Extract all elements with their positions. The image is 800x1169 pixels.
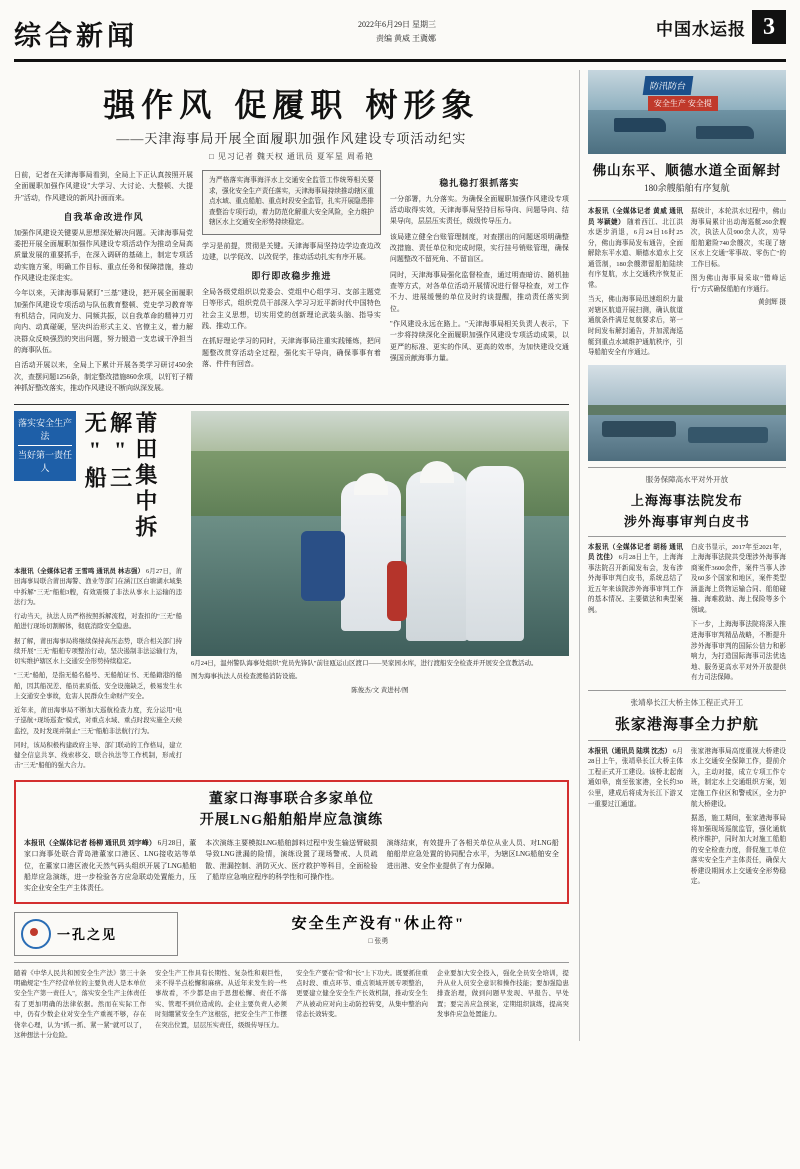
page-layout <box>14 70 786 1041</box>
para: 6月28日上午，上海海事法院召开新闻发布会，发布涉外海事审判白皮书，系统总结了近五年来该院涉外海事审判工作的基本情况、主要做法和典型案例。 <box>587 554 683 614</box>
para: 本次演练主要模拟LNG船舶卸料过程中发生输送臂破损导致LNG泄漏的险情，演练设置了现场警戒、人员疏散、泄漏控制、消防灭火、医疗救护等科目，全面检验了船岸应急响应程序的科学性和可操作性。 <box>205 839 378 882</box>
lead-col-1 <box>14 170 193 394</box>
flood-banner-text: 防汛防台 <box>649 81 687 91</box>
para: 下一步，上海海事法院将深入推进海事审判精品战略，不断提升涉外海事审判的国际公信力和影响力，为打造国际海事司法优选地、服务更高水平对外开放提供有力司法保障。 <box>690 621 786 682</box>
divider <box>14 962 569 963</box>
para: 行动当天，执法人员严格按照拆解流程，对查扣的"三无"船舶进行现场切割解体，彻底消除安全隐患。 <box>14 613 182 631</box>
para: 演练结束，有效提升了各相关单位从业人员、对LNG船舶船岸应急处置的协同配合水平，为辖区LNG船舶安全进出港、安全作业提供了有力保障。 <box>386 839 559 870</box>
court-kicker: 服务保障高水平对外开放 <box>645 474 729 484</box>
lead-sub-2: 即行即改稳步推进 <box>251 271 332 282</box>
lng-byline: 本报讯（全媒体记者 杨柳 通讯员 刘宇峰） <box>24 839 156 848</box>
barge-icon <box>688 427 768 443</box>
lead-headline: 强作风 促履职 树形象 <box>103 86 480 124</box>
para: 随着西江、北江洪水逐步消退，6月24日16时25分，佛山海事局发布通告，全面解除东平水道、顺德水道水上交通管制，180余艘滞留船舶陆续有序复航，水上交通秩序恢复正常。 <box>587 218 683 289</box>
commentary-author: □ 张勇 <box>368 936 389 945</box>
commentary-title: 安全生产没有"休止符" <box>291 915 466 932</box>
para: 安全生产工作具有长期性、复杂性和艰巨性，来不得半点松懈和麻痹。从近年来发生的一些事故看，不少都是由于思想松懈、责任不落实、管理不到位造成的。企业主要负责人必须时刻绷紧安全生产这根弦，把安全生产工作摆在突出位置，层层压实责任，级级传导压力。 <box>154 969 287 1029</box>
bridge-col-2 <box>691 747 786 888</box>
lead-sub-3: 稳扎稳打狠抓落实 <box>439 178 520 188</box>
para: 企业要加大安全投入，强化全员安全培训，提升从业人员安全意识和操作技能；要加强隐患排查治理，做到问题早发现、早报告、早处置；要完善应急预案，定期组织演练，提高突发事件应急处置能力。 <box>436 969 569 1019</box>
vessel-icon <box>614 118 666 132</box>
para: 自活动开展以来，全局上下累计开展各类学习研讨450余次，查摆问题1256条，制定整改措施860余项，以钉钉子精神抓好整改落实，推动作风建设不断向纵深发展。 <box>14 361 193 392</box>
para: 6月28日上午，张靖皋长江大桥主体工程正式开工建设。该桥北起南通如皋，南至张家港，全长约30公里，建成后将成为长江下游又一重要过江通道。 <box>587 747 683 808</box>
mid-photo-block <box>191 411 569 772</box>
court-headline-1: 上海海事法院发布 <box>630 492 743 508</box>
flood-photo <box>588 70 786 154</box>
para: 日前，记者在天津海事局看到，全局上下正认真按照开展全面履职加强作风建设"大学习、大讨论、大整顿、大提升"活动，作风建设的新风扑面而来。 <box>14 171 193 202</box>
para: 据悉，施工期间，张家港海事局将加强现场巡航监管，强化通航秩序维护，同时加大对施工船舶的安全检查力度，督促施工单位落实安全生产主体责任，确保大桥建设期间水上交通安全形势稳定。 <box>690 815 786 886</box>
photo-river <box>588 110 786 154</box>
bridge-byline: 本报讯（通讯员 陆琪 沈杰） <box>587 747 672 755</box>
paper-name: 中国水运报 <box>656 19 746 39</box>
para: 当天，佛山海事局迅速组织力量对辖区航道开展扫测，确认航道通航条件满足复航要求后，第一时间发布解封通告，并加派海巡艇到重点水域维护通航秩序，引导船舶安全有序通过。 <box>587 296 683 357</box>
harbor-photo <box>588 365 786 461</box>
masthead <box>14 10 786 62</box>
inspection-photo <box>191 411 569 656</box>
divider <box>588 740 786 741</box>
commentary-body <box>14 969 569 1042</box>
foshan-byline: 本报讯（全媒体记者 黄威 通讯员 岑颖婕） <box>587 208 683 226</box>
para: 加强作风建设关键要从思想深处解决问题。天津海事局党委把开展全面履职加强作风建设专项活动作为推动全局高质量发展的重要抓手，在深入调研的基础上，制定专项活动实施方案，明确工作目标、重点任务和保障措施，推动作风建设走深走实。 <box>14 228 193 282</box>
para: 一分部署，九分落实。为确保全面履职加强作风建设专项活动取得实效，天津海事局坚持目标导向、问题导向、结果导向，层层压实责任，级级传导压力。 <box>389 194 569 226</box>
editors: 责编 黄威 王冀娜 <box>376 33 436 43</box>
safety-banner <box>648 96 718 111</box>
lng-body <box>24 838 559 895</box>
officer-figure-2 <box>406 471 468 641</box>
para: 据了解，莆田海事局将继续保持高压态势，联合相关部门持续开展"三无"船舶专项整治行动，坚决遏制非法运输行为，切实维护辖区水上交通安全形势持续稳定。 <box>14 637 182 666</box>
photo-credit: 黄剑辉 摄 <box>757 299 786 307</box>
commentary-article <box>188 912 569 956</box>
para: 学习是前提，贯彻是关键。天津海事局坚持边学边查边改边建，以学促改、以改促学，推动活动扎实有序开展。 <box>201 241 381 262</box>
para: 据统计，本轮洪水过程中，佛山海事局累计出动海巡艇260余艘次，执法人员900余人次，劝导船舶避险740余艘次，实现了辖区水上交通"零事故、零伤亡"的工作目标。 <box>690 208 786 268</box>
court-col-1 <box>588 543 683 684</box>
commentary-tag: 一孔之见 <box>57 927 118 943</box>
lead-sub-1: 自我革命改进作风 <box>63 211 144 222</box>
putian-vertical-title: 莆田集中拆解"三无"船 <box>82 411 158 542</box>
safety-badge <box>14 411 76 480</box>
lng-title-line-1: 董家口海事联合多家单位 <box>208 791 374 807</box>
lead-subheadline: ——天津海事局开展全面履职加强作风建设专项活动纪实 <box>116 131 467 146</box>
flood-banner <box>643 76 694 95</box>
fire-extinguisher-icon <box>387 561 407 621</box>
putian-article <box>14 411 182 772</box>
seal-icon <box>21 919 51 949</box>
main-column <box>14 70 569 1041</box>
divider <box>588 467 786 468</box>
para: 同时，该局积极构建政府主导、部门联动的工作格局，建立健全信息共享、线索移交、联合执法等工作机制，形成打击"三无"船舶的强大合力。 <box>14 741 182 770</box>
officer-figure-3 <box>466 466 524 641</box>
court-headline-2: 涉外海事审判白皮书 <box>623 513 750 529</box>
foshan-col-2 <box>691 207 786 359</box>
foshan-headline: 佛山东平、顺德水道全面解封 <box>592 163 782 178</box>
divider <box>588 200 786 201</box>
lng-col-1 <box>24 838 196 895</box>
para: 在抓好理论学习的同时，天津海事局注重实践锤炼，把问题整改贯穿活动全过程，强化实干导向，确保事事有着落、件件有回音。 <box>201 337 381 368</box>
foshan-col-1 <box>588 207 683 359</box>
lead-col-2 <box>202 170 381 394</box>
masthead-right <box>656 10 786 44</box>
para: "作风建设永远在路上。"天津海事局相关负责人表示，下一步将持续深化全面履职加强作风建设专项活动成果，以更严的标准、更实的作风、更高的效率，为加快建设交通强国贡献海事力量。 <box>389 319 569 362</box>
para: 安全生产要在"常"和"长"上下功夫。既要抓住重点时段、重点环节、重点领域开展专项整治，更要建立健全安全生产长效机制，推动安全生产从被动应对向主动防控转变，从集中整治向常态长效转变。 <box>295 969 428 1019</box>
commentary-seal <box>14 912 178 956</box>
bridge-kicker: 张靖皋长江大桥主体工程正式开工 <box>630 697 744 707</box>
badge-line-1: 落实安全生产法 <box>18 418 73 441</box>
mid-photo-credit: 陈俊杰/文 黄进村/图 <box>351 686 409 694</box>
bridge-col-1 <box>588 747 683 888</box>
mid-photo-caption-2: 图为海事执法人员检查渡船消防设施。 <box>191 672 302 680</box>
para: 同时，天津海事局强化监督检查，通过明查暗访、随机抽查等方式，对各单位活动开展情况进行督导检查，对工作不力、进展缓慢的单位及时约谈提醒，推动责任落实到位。 <box>389 270 569 313</box>
right-column <box>579 70 786 1041</box>
lead-byline: □ 见习记者 魏天权 通讯员 夏军星 周希艳 <box>209 152 374 161</box>
court-body <box>588 543 786 684</box>
foshan-subhead: 180余艘船舶有序复航 <box>644 183 730 193</box>
lead-body <box>14 170 569 394</box>
putian-byline: 本报讯（全媒体记者 王雪鸣 通讯员 林志强） <box>14 568 145 576</box>
para: 近年来，莆田海事局不断加大巡航检查力度，充分运用"电子巡航+现场巡查"模式，对重点水域、重点时段实施全天候监控，及时发现并制止"三无"船舶非法航行行为。 <box>14 707 182 735</box>
safety-banner-text: 安全生产 安全提 <box>653 99 712 108</box>
shoreline <box>588 405 786 415</box>
putian-body <box>14 567 182 608</box>
court-byline: 本报讯（全媒体记者 胡杨 通讯员 沈佳） <box>587 543 683 562</box>
lng-title-line-2: 开展LNG船舶船岸应急演练 <box>199 813 384 829</box>
mid-band <box>14 411 569 772</box>
bridge-headline: 张家港海事全力护航 <box>614 716 759 733</box>
para: 今年以来，天津海事局紧盯"三基"建设，把开展全面履职加强作风建设专项活动与队伍教育整顿、党史学习教育等有机结合，同向发力、同频共振，以自我革命的精神刀刃向内、动真碰硬，坚决纠治形式主义、官僚主义，着力解决群众反映强烈的突出问题，努力锻造一支忠诚干净担当的海事队伍。 <box>14 289 193 354</box>
court-col-2 <box>691 543 786 684</box>
para: "三无"船舶，是指无船名船号、无船舶证书、无船籍港的船舶，因其船况差、船员素质低、安全设施缺乏，极易发生水上交通安全事故，危害人民群众生命财产安全。 <box>14 672 182 700</box>
issue-date: 2022年6月29日 星期三 <box>358 20 436 29</box>
mid-photo-caption: 6月24日，温州警队海事处组织"党员先锋队"前往瓯运山区渡口——吴家园水库，进行渡船安全检查并开展安全宣教活动。 <box>191 660 538 668</box>
section-title: 综合新闻 <box>14 21 138 52</box>
life-vest-icon <box>301 531 345 601</box>
lead-col-3 <box>390 170 569 394</box>
bridge-body <box>588 747 786 888</box>
divider <box>14 404 569 405</box>
divider <box>588 690 786 691</box>
badge-line-2: 当好第一责任人 <box>18 445 72 474</box>
lead-inset-box: 为严格落实海事海洋水上交通安全监管工作统筹相关要求，强化安全生产责任落实，天津海事局持续推动辖区重点水域、重点船舶、重点时段安全监管，扎实开展隐患排查整治专项行动，着力防范化解重大安全风险，全力维护辖区水上交通安全形势持续稳定。 <box>202 170 381 235</box>
divider <box>588 536 786 537</box>
para: 6月27日，莆田海事局联合莆田海警、渔业等部门在涵江区白塘湖水域集中拆解"三无"船舶3艘，有效震慑了非法从事水上运输的违法行为。 <box>14 568 182 606</box>
lng-drill-box <box>14 780 569 904</box>
page-number: 3 <box>752 10 786 44</box>
para: 随着《中华人民共和国安全生产法》第三十条明确规定"生产经营单位的主要负责人是本单位安全生产第一责任人"，落实安全生产主体责任有了更加明确的法律依据。然而在实际工作中，仍有少数企业对安全生产重视不够，存在侥幸心理，认为"抓一抓、紧一紧"就可以了，这种想法十分危险。 <box>14 969 146 1039</box>
para: 6月28日，董家口海事处联合青岛港董家口港区、LNG接收站等单位，在董家口港区液化天然气码头组织开展了LNG船舶船岸应急演练，进一步检验各方应急联动处置能力，压实企业安全生产主体责任。 <box>24 839 197 893</box>
para: 白皮书显示，2017年至2021年，上海海事法院共受理涉外海事海商案件3600余件，案件当事人涉及60多个国家和地区，案件类型涵盖海上货物运输合同、船舶碰撞、海难救助、海上保险等多个领域。 <box>690 543 786 614</box>
commentary-section <box>14 912 569 956</box>
para: 该局建立健全台账管理制度，对查摆出的问题逐项明确整改措施、责任单位和完成时限，实行挂号销账管理，确保问题整改不留死角、不留盲区。 <box>389 232 569 264</box>
foshan-body <box>588 207 786 359</box>
para: 全局各级党组织以党委会、党组中心组学习、支部主题党日等形式，组织党员干部深入学习习近平新时代中国特色社会主义思想，切实用党的创新理论武装头脑、指导实践、推动工作。 <box>201 287 381 330</box>
barge-icon <box>602 421 676 437</box>
vessel-icon <box>696 126 754 139</box>
para: 张家港海事局高度重视大桥建设水上交通安全保障工作，提前介入，主动对接，成立专项工作专班，制定水上交通组织方案，划定施工作业区和警戒区，全力护航大桥建设。 <box>690 747 786 808</box>
photo-note: 图为佛山海事局采取"错峰运行"方式确保船舶有序通行。 <box>690 275 786 293</box>
masthead-meta <box>358 10 436 45</box>
